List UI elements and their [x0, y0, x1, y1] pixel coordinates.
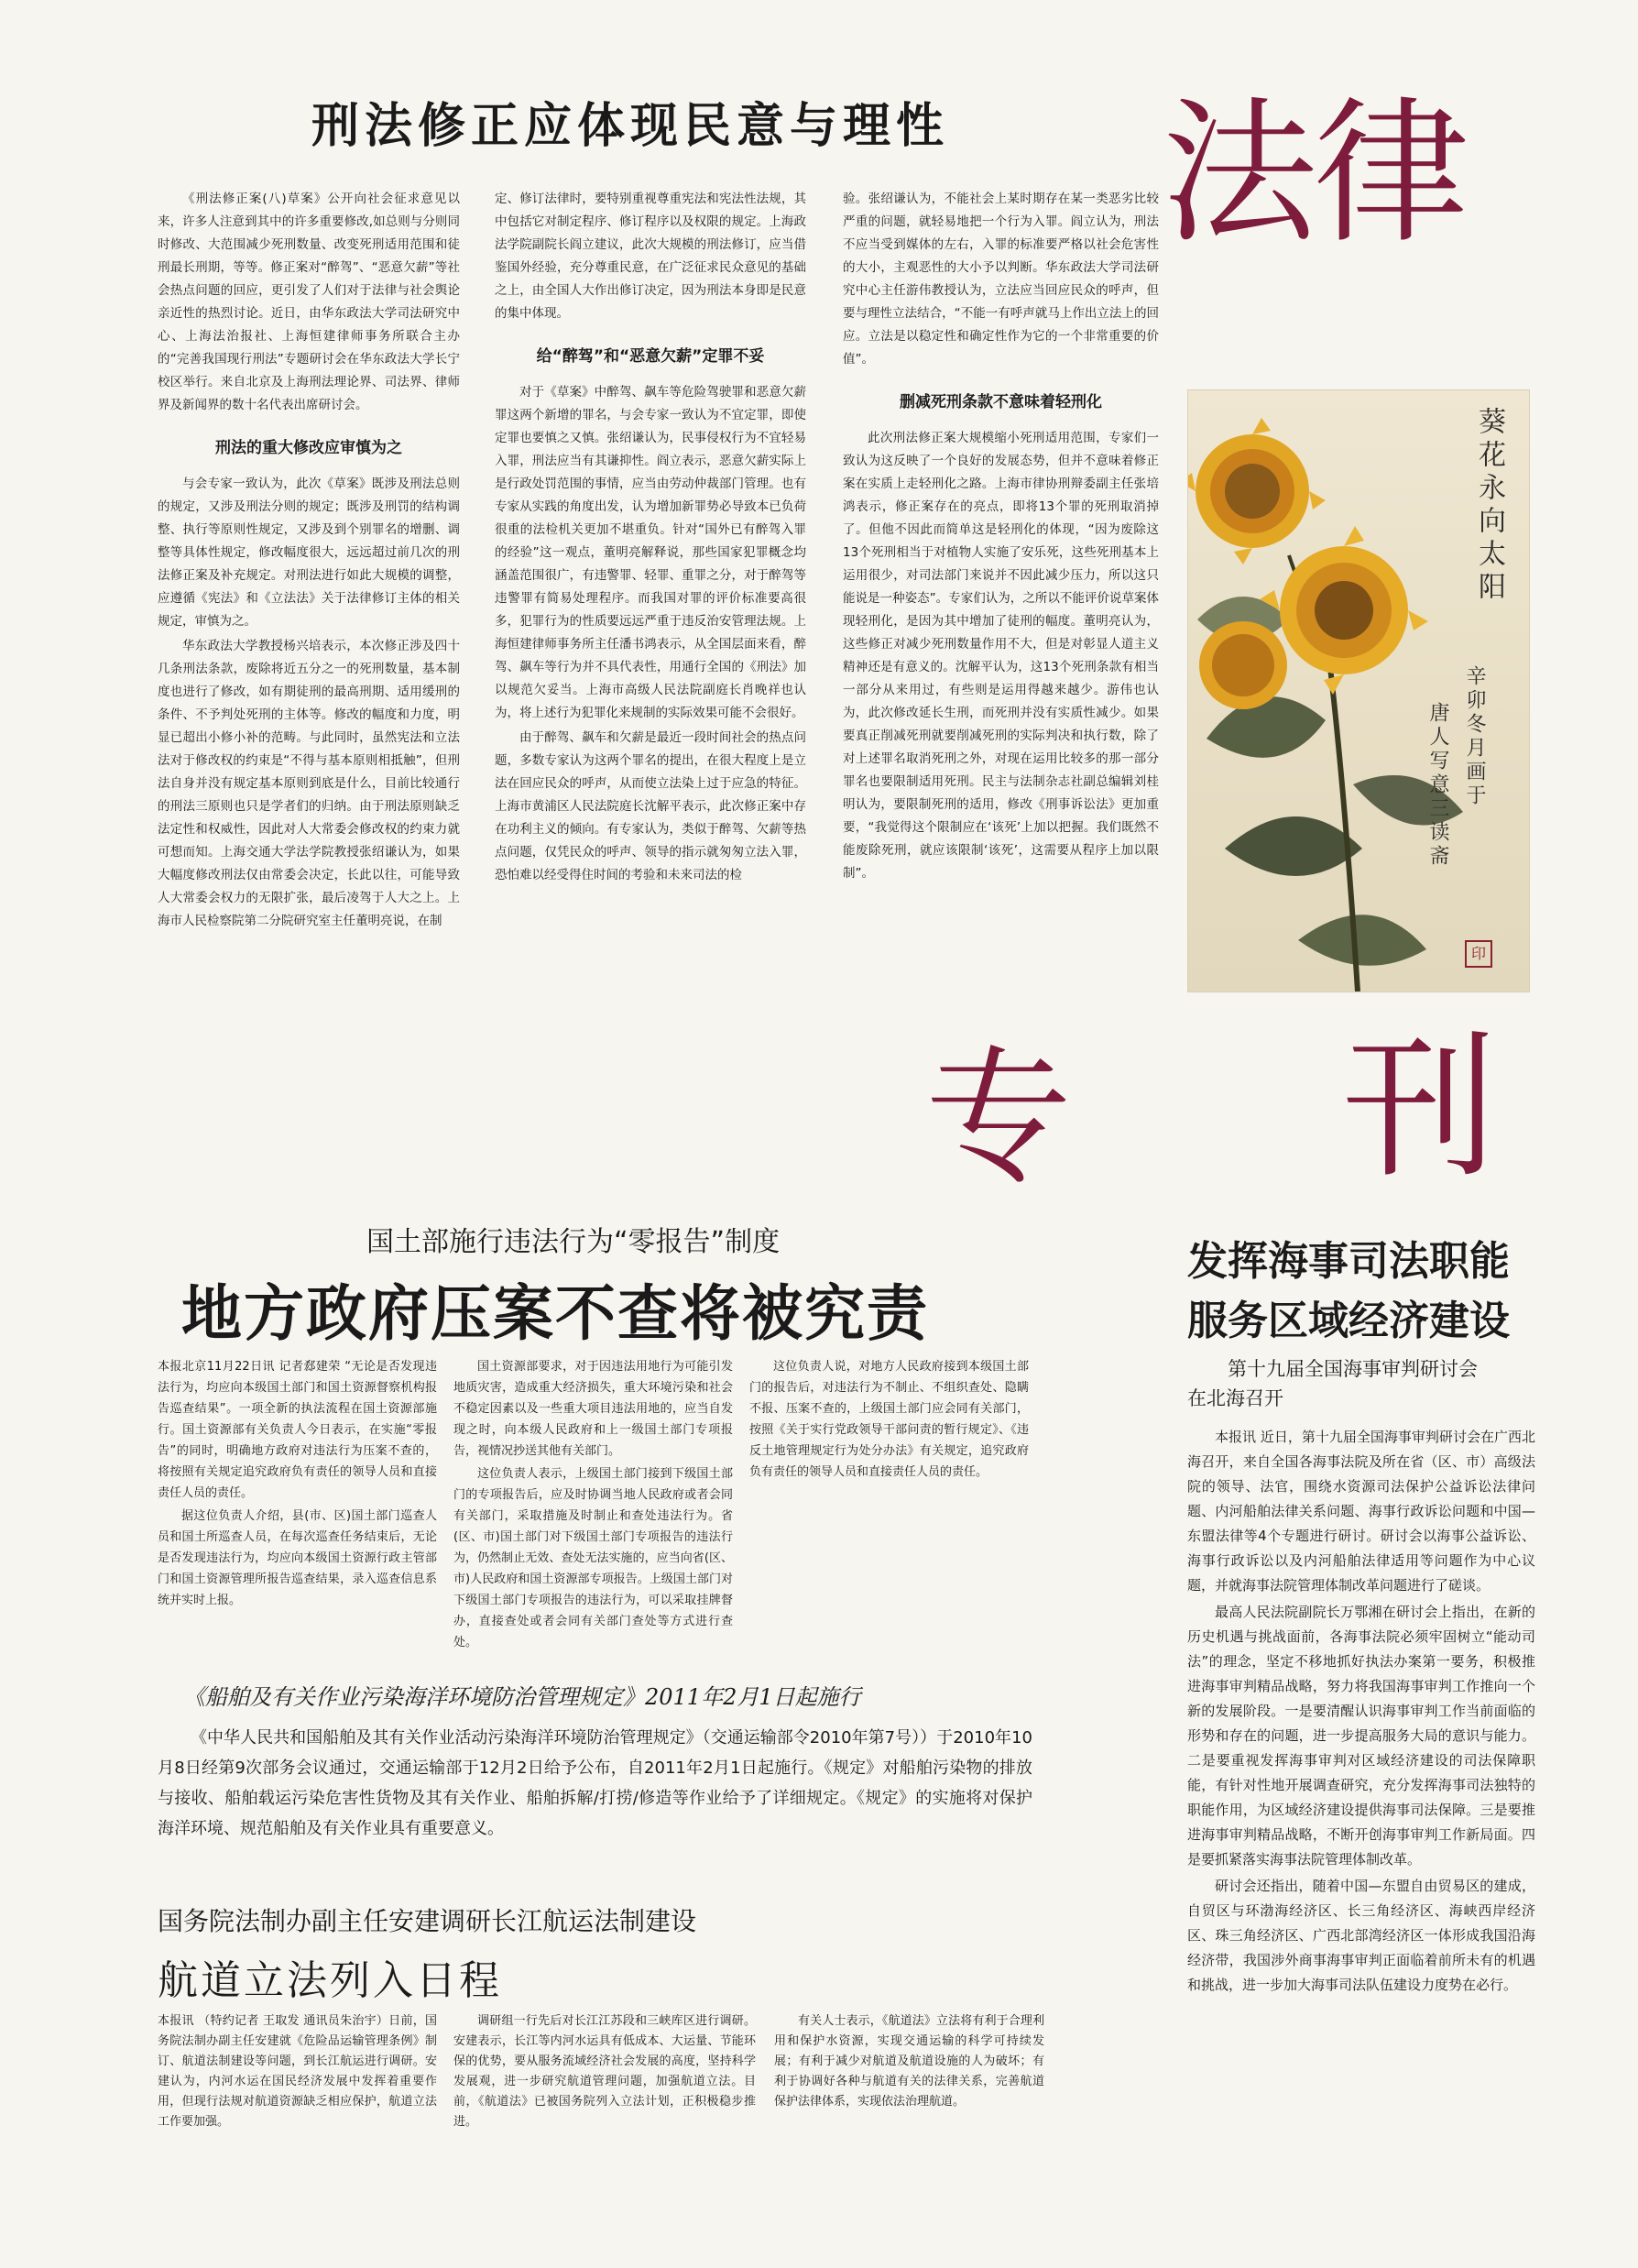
sunflower-painting — [1187, 389, 1530, 992]
article1-intro: 《刑法修正案(八)草案》公开向社会征求意见以来，许多人注意到其中的许多重要修改,如总则与分则同时修改、大范围减少死刑数量、改变死刑适用范围和徒刑最长刑期，等等。修正案对“醉驾”、“恶意欠薪”等社会热点问题的回应，更引发了人们对于法律与社会舆论亲近性的热烈讨论。近日，由华东政法大学司法研究中心、上海法治报社、上海恒建律师事务所联合主办的“完善我国现行刑法”专题研讨会在华东政法大学长宁校区举行。来自北京及上海刑法理论界、司法界、律师界及新闻界的数十名代表出席研讨会。 — [158, 192, 460, 412]
article4-title: 航道立法列入日程 — [158, 1957, 502, 2004]
article2-p5: 这位负责人说，对地方人民政府接到本级国土部门的报告后，对违法行为不制止、不组织查处、隐瞒不报、压案不查的，上级国土部门应会同有关部门，按照《关于实行党政领导干部问责的暂行规定》、《违反土地管理规定行为处分办法》有关规定，追究政府负有责任的领导人员和直接责任人员的责任。 — [749, 1360, 1029, 1479]
article1-col3 — [843, 188, 1159, 1104]
painting-inscription-2: 辛卯冬月画于 — [1463, 665, 1486, 808]
article3-body: 《中华人民共和国船舶及其有关作业活动污染海洋环境防治管理规定》（交通运输部令2010年第7号））于2010年10月8日经第9次部务会议通过，交通运输部于12月2日给予公布，自2011年2月1日起施行。《规定》对船舶污染物的排放与接收、船舶载运污染危害性货物及其有关作业、船舶拆解/打捞/修造等作业给予了详细规定。《规定》的实施将对保护海洋环境、规范船舶及有关作业具有重要意义。 — [158, 1728, 1032, 1838]
masthead-kan: 刊 — [1342, 1018, 1499, 1200]
article3-body-wrap — [158, 1723, 1032, 1906]
article5-kicker2: 在北海召开 — [1187, 1387, 1283, 1409]
article2-kicker: 国土部施行违法行为“零报告”制度 — [366, 1226, 781, 1258]
article4-kicker: 国务院法制办副主任安建调研长江航运法制建设 — [158, 1906, 697, 1936]
article5-p3: 研讨会还指出，随着中国—东盟自由贸易区的建成，自贸区与环渤海经济区、长三角经济区、海峡西岸经济区、珠三角经济区、广西北部湾经济区一体形成我国沿海经济带，我国涉外商事海事审判正面临着前所未有的机遇和挑战，进一步加大海事司法队伍建设力度势在必行。 — [1187, 1878, 1535, 1993]
article4-p3: 有关人士表示，《航道法》立法将有利于合理利用和保护水资源，实现交通运输的科学可持续发展；有利于减少对航道及航道设施的人为破坏；有利于协调好各种与航道有关的法律关系，完善航道保护法律体系，实现依法治理航道。 — [774, 2014, 1044, 2109]
article1-col1 — [158, 188, 460, 1086]
article1-p7: 此次刑法修正案大规模缩小死刑适用范围，专家们一致认为这反映了一个良好的发展态势，但并不意味着修正案在实质上走轻刑化之路。上海市律协刑辩委副主任张培鸿表示，修正案存在的亮点，即将13个罪的死刑取消掉了。但他不因此而简单这是轻刑化的体现，“因为废除这13个死刑相当于对植物人实施了安乐死，这些死刑基本上运用很少，对司法部门来说并不因此减少压力，所以这只能说是一种姿态”。专家们认为，之所以不能评价说草案体现轻刑化，是因为其中增加了徒刑的幅度。董明亮认为，这些修正对减少死刑数量作用不大，但是对彰显人道主义精神还是有意义的。沈解平认为，这13个死刑条款有相当一部分从来用过，有些则是运用得越来越少。游伟也认为，此次修改延长生刑，而死刑并没有实质性减少。如果要真正削减死刑就要削减死刑的实际判决和执行数，除了对上述罪名取消死刑之外，对现在运用比较多的那一部分罪名也要限制适用死刑。民主与法制杂志社副总编辑刘桂明认为，要限制死刑的适用，修改《刑事诉讼法》更加重要，“我觉得这个限制应在‘该死’上加以把握。我们既然不能废除死刑，就应该限制‘该死’，这需要从程序上加以限制”。 — [843, 431, 1159, 881]
article4-col2 — [453, 2011, 756, 2231]
article2-p3: 国土资源部要求，对于因违法用地行为可能引发地质灾害，造成重大经济损失，重大环境污染和社会不稳定因素以及一些重大项目违法用地的，应当自发现之时，向本级人民政府和上一级国土部门专项报告，视情况抄送其他有关部门。 — [453, 1360, 733, 1458]
article1-title: 刑法修正应体现民意与理性 — [311, 98, 950, 154]
article5-col — [1187, 1425, 1535, 2241]
article4-col1 — [158, 2011, 437, 2231]
article1-p5: 由于醉驾、飙车和欠薪是最近一段时间社会的热点问题，多数专家认为这两个罪名的提出，在很大程度上是立法在回应民众的呼声，从而使立法染上过于应急的特征。上海市黄浦区人民法院庭长沈解平表示，此次修正案中存在功利主义的倾向。有专家认为，类似于醉驾、欠薪等热点问题，仅凭民众的呼声、领导的指示就匆匆立法入罪，恐怕难以经受得住时间的考验和未来司法的检 — [495, 730, 806, 882]
article3-title: 《船舶及有关作业污染海洋环境防治管理规定》2011年2月1日起施行 — [183, 1684, 861, 1710]
masthead-zhuan: 专 — [925, 1032, 1073, 1203]
masthead-falv: 法律 — [1162, 83, 1467, 265]
article1-p2: 华东政法大学教授杨兴培表示，本次修正涉及四十几条刑法条款，废除将近五分之一的死刑数量，基本制度也进行了修改，如有期徒刑的最高刑期、适用缓刑的条件、不予判处死刑的主体等。修改的幅度和力度，明显已超出小修小补的范畴。与此同时，虽然宪法和立法法对于修改权的约束是“不得与基本原则相抵触”，但刑法自身并没有规定基本原则到底是什么，目前比较通行的刑法三原则也只是学者们的归纳。由于刑法原则缺乏法定性和权威性，因此对人大常委会修改权的约束力就可想而知。上海交通大学法学院教授张绍谦认为，如果大幅度修改刑法仅由常委会决定，长此以往，可能导致人大常委会权力的无限扩张，最后凌驾于人大之上。上海市人民检察院第二分院研究室主任董明亮说，在制 — [158, 639, 460, 928]
article2-col1 — [158, 1356, 437, 1668]
article1-sub2: 给“醉驾”和“恶意欠薪”定罪不妥 — [536, 347, 765, 366]
article5-kicker1: 第十九届全国海事审判研讨会 — [1228, 1358, 1478, 1380]
article5-title2: 服务区域经济建设 — [1187, 1298, 1510, 1344]
article1-sub1: 刑法的重大修改应审慎为之 — [215, 439, 402, 457]
article4-col3 — [774, 2011, 1044, 2231]
article2-p2: 据这位负责人介绍，县(市、区)国土部门巡查人员和国土所巡查人员，在每次巡查任务结束后，无论是否发现违法行为，均应向本级国土资源行政主管部门和国土资源管理所报告巡查结果，录入巡查信息系统并实时上报。 — [158, 1509, 437, 1607]
painting-inscription-1: 葵花永向太阳 — [1473, 407, 1505, 605]
painting-seal: 印 — [1465, 940, 1492, 968]
article1-p4: 对于《草案》中醉驾、飙车等危险驾驶罪和恶意欠薪罪这两个新增的罪名，与会专家一致认为不宜定罪，即使定罪也要慎之又慎。张绍谦认为，民事侵权行为不宜轻易入罪，刑法应当有其谦抑性。阎立表示，恶意欠薪实际上是行政处罚范围的事情，应当由劳动仲裁部门管理。也有专家从实践的角度出发，认为增加新罪势必导致本已负荷很重的法检机关更加不堪重负。针对“国外已有醉驾入罪的经验”这一观点，董明亮解释说，那些国家犯罪概念均涵盖范围很广，有违警罪、轻罪、重罪之分，对于醉驾等违警罪有简易处理程序。而我国对罪的评价标准要高很多，犯罪行为的性质要远远严重于违反治安管理法规。上海恒建律师事务所主任潘书鸿表示，从全国层面来看，醉驾、飙车等行为并不具代表性，用通行全国的《刑法》加以规范欠妥当。上海市高级人民法院副庭长肖晚祥也认为，将上述行为犯罪化来规制的实际效果可能不会很好。 — [495, 385, 806, 720]
article1-p1: 与会专家一致认为，此次《草案》既涉及刑法总则的规定，又涉及刑法分则的规定；既涉及刑罚的结构调整、执行等原则性规定，又涉及到个别罪名的增删、调整等具体性规定，修改幅度很大，远远超过前几次的刑法修正案及补充规定。对刑法进行如此大规模的调整，应遵循《宪法》和《立法法》关于法律修订主体的相关规定，审慎为之。 — [158, 477, 460, 629]
article1-sub3: 删减死刑条款不意味着轻刑化 — [900, 393, 1102, 411]
article5-title1: 发挥海事司法职能 — [1187, 1238, 1510, 1285]
article2-col3 — [749, 1356, 1029, 1668]
article4-p2: 调研组一行先后对长江江苏段和三峡库区进行调研。安建表示，长江等内河水运具有低成本、大运量、节能环保的优势，要从服务流域经济社会发展的高度，坚持科学发展观，进一步研究航道管理问题，加强航道立法。目前，《航道法》已被国务院列入立法计划，正积极稳步推进。 — [453, 2014, 756, 2129]
article2-p4: 这位负责人表示，上级国土部门接到下级国土部门的专项报告后，应及时协调当地人民政府或者会同有关部门，采取措施及时制止和查处违法行为。省(区、市)国土部门对下级国土部门专项报告的违法行为，仍然制止无效、查处无法实施的，应当向省(区、市)人民政府和国土资源部专项报告。上级国土部门对下级国土部门专项报告的违法行为，可以采取挂牌督办，直接查处或者会同有关部门查处等方式进行查处。 — [453, 1467, 733, 1649]
article4-p1: 本报讯 （特约记者 王取发 通讯员朱治宇）日前，国务院法制办副主任安建就《危险品运输管理条例》制订、航道法制建设等问题，到长江航运进行调研。安建认为，内河水运在国民经济发展中发挥着重要作用，但现行法规对航道资源缺乏相应保护，航道立法工作要加强。 — [158, 2014, 437, 2129]
article5-p1: 本报讯 近日，第十九届全国海事审判研讨会在广西北海召开，来自全国各海事法院及所在省（区、市）高级法院的领导、法官，围绕水资源司法保护公益诉讼法律问题、内河船舶法律关系问题、海事行政诉讼问题和中国—东盟法律等4个专题进行研讨。研讨会以海事公益诉讼、海事行政诉讼以及内河船舶法律适用等问题作为中心议题，并就海事法院管理体制改革问题进行了磋谈。 — [1187, 1429, 1535, 1594]
painting-inscription-3: 唐人写意三读斋 — [1426, 702, 1449, 869]
article2-col2 — [453, 1356, 733, 1668]
article1-col2 — [495, 188, 806, 1086]
article1-p3: 定、修订法律时，要特别重视尊重宪法和宪法性法规，其中包括它对制定程序、修订程序以及权限的规定。上海政法学院副院长阎立建议，此次大规模的刑法修订，应当借鉴国外经验，充分尊重民意，在广泛征求民众意见的基础之上，由全国人大作出修订决定，因为刑法本身即是民意的集中体现。 — [495, 192, 806, 321]
article2-p1: 本报北京11月22日讯 记者郄建荣 “无论是否发现违法行为，均应向本级国土部门和国土资源督察机构报告巡查结果”。一项全新的执法流程在国土资源部施行。国土资源部有关负责人今日表示，在实施“零报告”的同时，明确地方政府对违法行为压案不查的，将按照有关规定追究政府负有责任的领导人员和直接责任人员的责任。 — [158, 1360, 437, 1500]
article5-p2: 最高人民法院副院长万鄂湘在研讨会上指出，在新的历史机遇与挑战面前，各海事法院必须牢固树立“能动司法”的理念，坚定不移地抓好执法办案第一要务，积极推进海事审判精品战略，努力将我国海事审判工作推向一个新的发展阶段。一是要清醒认识海事审判工作当前面临的形势和存在的问题，进一步提高服务大局的意识与能力。二是要重视发挥海事审判对区域经济建设的司法保障职能，有针对性地开展调查研究，充分发挥海事司法独特的职能作用，为区域经济建设提供海事司法保障。三是要推进海事审判精品战略，不断开创海事审判工作新局面。四是要抓紧落实海事法院管理体制改革。 — [1187, 1604, 1535, 1868]
article1-p6: 验。张绍谦认为，不能社会上某时期存在某一类恶劣比较严重的问题，就轻易地把一个行为入罪。阎立认为，刑法不应当受到媒体的左右，入罪的标准要严格以社会危害性的大小，主观恶性的大小予以判断。华东政法大学司法研究中心主任游伟教授认为，立法应当回应民众的呼声，但要与理性立法结合，“不能一有呼声就马上作出立法上的回应。立法是以稳定性和确定性作为它的一个非常重要的价值”。 — [843, 192, 1159, 367]
article2-title: 地方政府压案不查将被究责 — [181, 1277, 929, 1349]
